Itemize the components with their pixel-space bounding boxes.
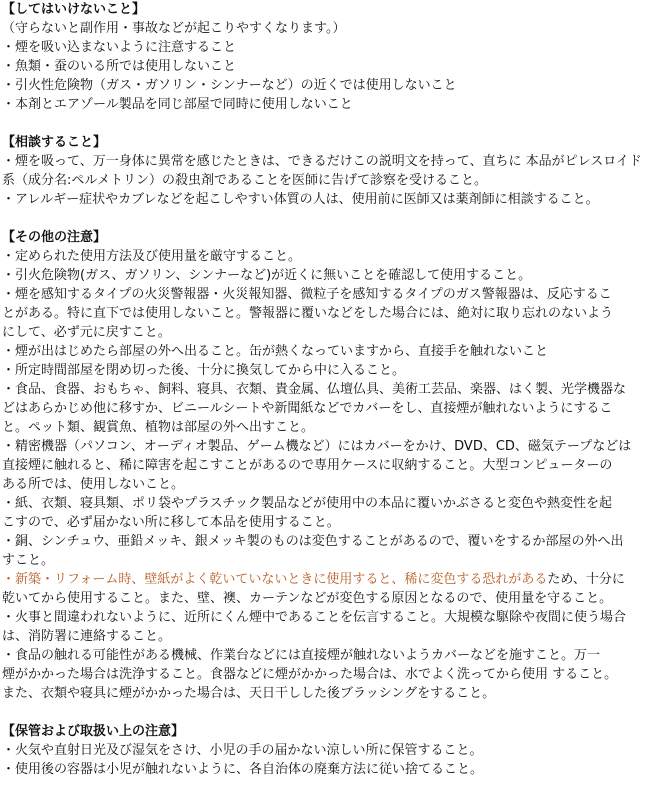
text-line: ・食品、食器、おもちゃ、飼料、寝具、衣類、貴金属、仏壇仏具、美術工芸品、楽器、はく製、光学機器な (2, 382, 627, 397)
section-storage (2, 722, 648, 779)
text-line: ・アレルギー症状やカブレなどを起こしやすい体質の人は、使用前に医師又は薬剤師に相談すること。 (2, 192, 599, 207)
text-line: ・定められた使用方法及び使用量を厳守すること。 (2, 249, 302, 264)
text-line: ・精密機器（パソコン、オーディオ製品、ゲーム機など）にはカバーをかけ、DVD、CD、磁気テープなどは (2, 439, 632, 454)
text-line: ・所定時間部屋を閉め切った後、十分に換気してから中に入ること。 (2, 363, 406, 378)
text-line: ・引火性危険物（ガス・ガソリン・シンナーなど）の近くでは使用しないこと (2, 78, 457, 93)
section-heading: 【保管および取扱い上の注意】 (2, 724, 185, 739)
text-line: 乾いてから使用すること。また、壁、襖、カーテンなどが変色する原因となるので、使用量を守ること。 (2, 591, 613, 606)
text-line: ・煙を吸って、万一身体に異常を感じたときは、できるだけこの説明文を持って、直ちに 本品がピレスロイド (2, 154, 642, 169)
text-line (2, 570, 648, 589)
text-line: ・食品の触れる可能性がある機械、作業台などには直接煙が触れないようカバーなどを施すこと。万一 (2, 648, 601, 663)
text-line: ・煙を吸い込まないように注意すること (2, 40, 237, 55)
section-heading: 【相談すること】 (2, 135, 107, 150)
text-line: また、衣類や寝具に煙がかかった場合は、天日干しした後ブラッシングをすること。 (2, 686, 496, 701)
text-line: 煙がかかった場合は洗浄すること。食器などに煙がかかった場合は、水でよく洗ってから使用 すること。 (2, 667, 618, 682)
text-line: ・引火危険物(ガス、ガソリン、シンナーなど)が近くに無いことを確認して使用すること。 (2, 268, 532, 283)
section-heading: 【その他の注意】 (2, 230, 107, 245)
text-line: ・魚類・蚕のいる所では使用しないこと (2, 59, 237, 74)
section-heading: 【してはいけないこと】 (2, 2, 146, 17)
text-line: すこと。 (2, 553, 55, 568)
text-line: こすので、必ず届かない所に移して本品を使用すること。 (2, 515, 340, 530)
text-line: どはあらかじめ他に移すか、ビニールシートや新聞紙などでカバーをし、直接煙が触れないようにするこ (2, 401, 613, 416)
text-line: （守らないと副作用・事故などが起こりやすくなります。） (2, 21, 346, 36)
text-line: ・銅、シンチュウ、亜鉛メッキ、銀メッキ製のものは変色することがあるので、覆いをするか部屋の外へ出 (2, 534, 624, 549)
text-line: ・火事と間違われないように、近所にくん煙中であることを伝言すること。大規模な駆除や夜間に使う場合 (2, 610, 627, 625)
section-other-notes (2, 228, 648, 703)
text-line: と。ペット類、観賞魚、植物は部屋の外へ出すこと。 (2, 420, 315, 435)
section-donts (2, 0, 648, 114)
text-line: ・紙、衣類、寝具類、ポリ袋やプラスチック製品などが使用中の本品に覆いかぶさると変色や熱変性を起 (2, 496, 612, 511)
text-line: ・煙が出はじめたら部屋の外へ出ること。缶が熱くなっていますから、直接手を触れないこと (2, 344, 549, 359)
section-consult (2, 133, 648, 209)
text-line: は、消防署に連絡すること。 (2, 629, 172, 644)
text-line: ・本剤とエアゾール製品を同じ部屋で同時に使用しないこと (2, 97, 353, 112)
highlighted-warning-text: ・新築・リフォーム時、壁紙がよく乾いていないときに使用すると、稀に変色する恐れがある (2, 572, 548, 587)
text-line: とがある。特に直下では使用しないこと。警報器に覆いなどをした場合には、絶対に取り忘れのないよう (2, 306, 614, 321)
text-line: にして、必ず元に戻すこと。 (2, 325, 171, 340)
text-line: ある所では、使用しないこと。 (2, 477, 185, 492)
text-line: ・使用後の容器は小児が触れないように、各自治体の廃棄方法に従い捨てること。 (2, 762, 484, 777)
text-line: ・火気や直射日光及び湿気をさけ、小児の手の届かない涼しい所に保管すること。 (2, 743, 483, 758)
text-line: 系（成分名:ペルメトリン）の殺虫剤であることを医師に告げて診察を受けること。 (2, 173, 487, 188)
line-continuation-text: ため、十分に (547, 572, 625, 587)
text-line: ・煙を感知するタイプの火災警報器・火災報知器、微粒子を感知するタイプのガス警報器は、反応するこ (2, 287, 612, 302)
text-line: 直接煙に触れると、稀に障害を起こすことがあるので専用ケースに収納すること。大型コンピューターの (2, 458, 613, 473)
